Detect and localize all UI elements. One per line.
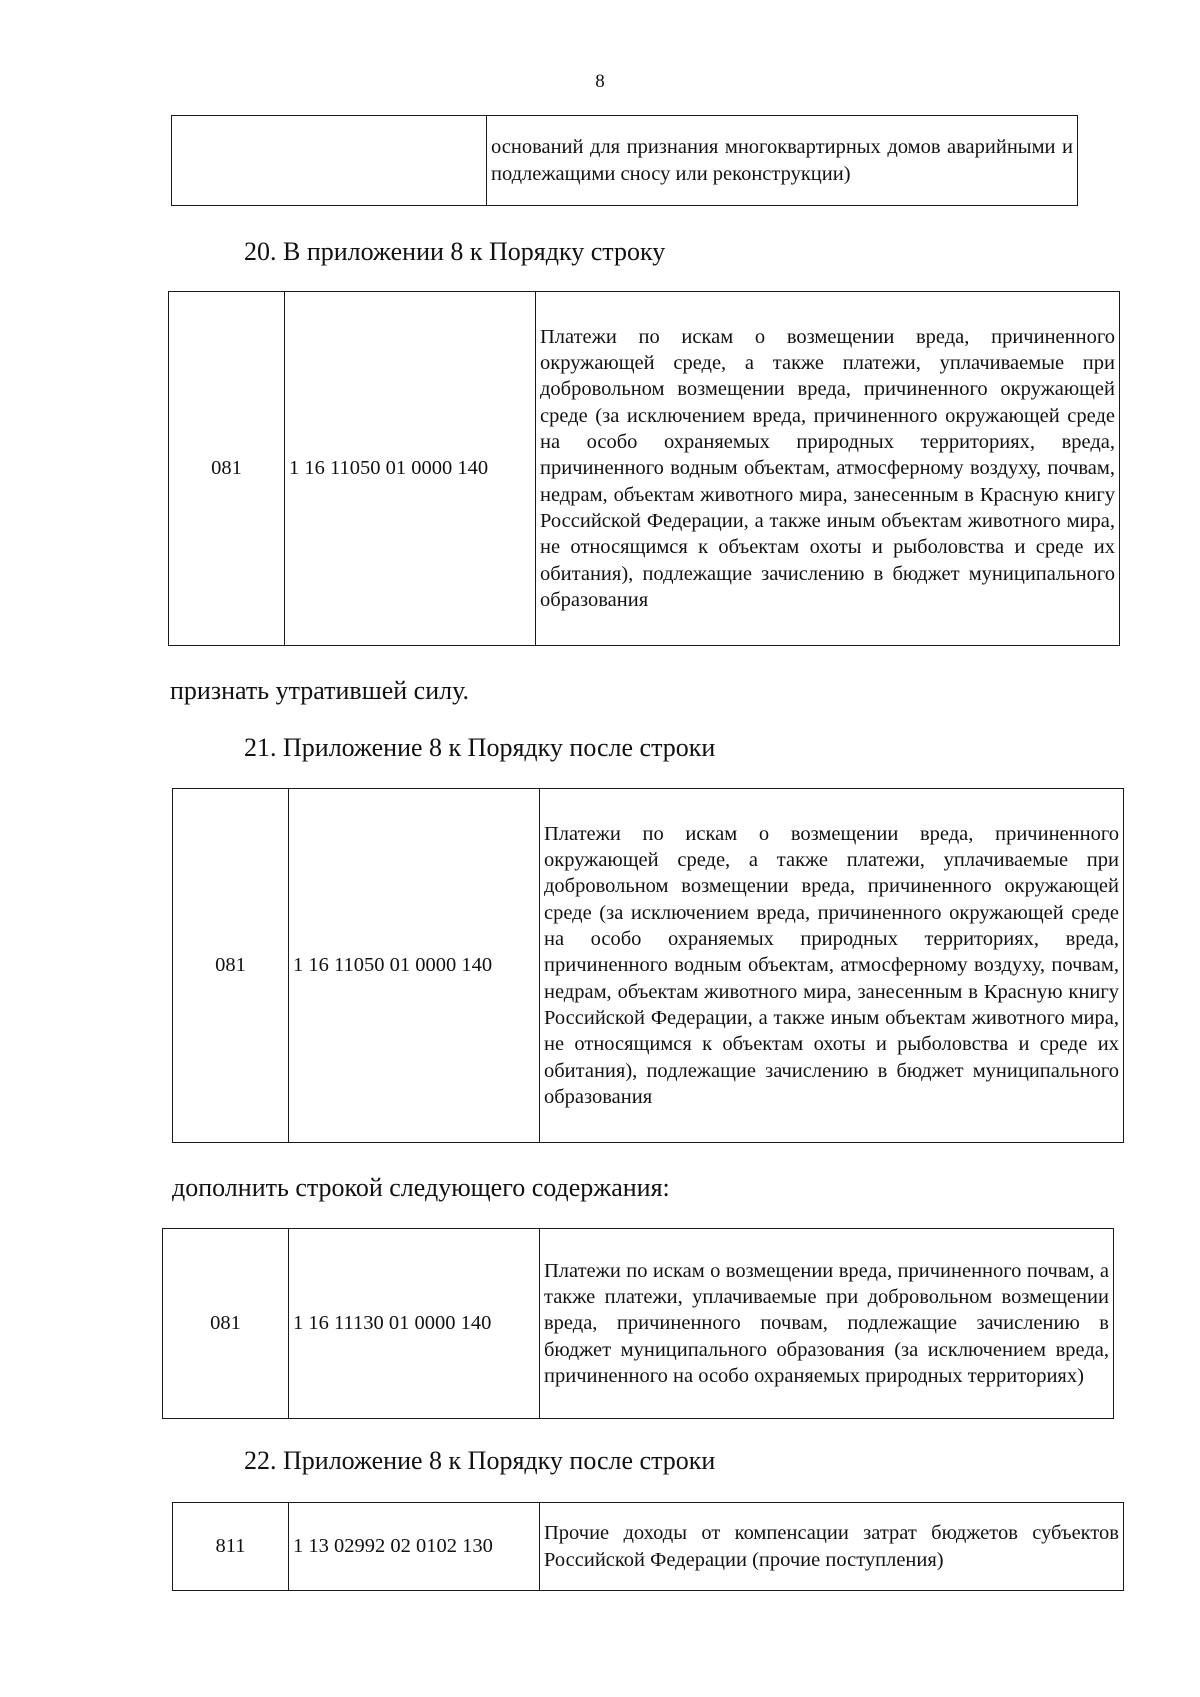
empty-cell [172,116,487,206]
code-cell: 811 [173,1503,289,1591]
section-21-heading: 21. Приложение 8 к Порядку после строки [244,733,716,762]
kbk-cell: 1 13 02992 02 0102 130 [289,1503,540,1591]
description-cell: Платежи по искам о возмещении вреда, причиненного окружающей среде, а также платежи, уплачиваемые при добровольном возмещении вреда, причиненного окружающей среде (за исключением вреда, причиненного окружающей среде на особо охраняемых природных территориях, вреда, причиненного водным объектам, атмосферному воздуху, почвам, недрам, объектам животного мира, занесенным в Красную книгу Российской Федерации, а также иным объектам животного мира, не относящимся к объектам охоты и рыболовства и среде их обитания), подлежащие зачислению в бюджет муниципального образования [536,292,1120,646]
code-cell: 081 [163,1229,289,1419]
table-row [169,292,1120,646]
section-22-heading: 22. Приложение 8 к Порядку после строки [244,1446,716,1475]
section-22-table [172,1502,1124,1591]
description-cell: Платежи по искам о возмещении вреда, причиненного почвам, а также платежи, уплачиваемые при добровольном возмещении вреда, причиненного почвам, подлежащие зачислению в бюджет муниципального образования (за исключением вреда, причиненного на особо охраняемых природных территориях) [540,1229,1114,1419]
new-row-table [162,1228,1114,1419]
code-cell: 081 [173,789,289,1143]
table-row [173,1503,1124,1591]
section-20-table [168,291,1120,646]
description-cell: Платежи по искам о возмещении вреда, причиненного окружающей среде, а также платежи, уплачиваемые при добровольном возмещении вреда, причиненного окружающей среде (за исключением вреда, причиненного окружающей среде на особо охраняемых природных территориях, вреда, причиненного водным объектам, атмосферному воздуху, почвам, недрам, объектам животного мира, занесенным в Красную книгу Российской Федерации, а также иным объектам животного мира, не относящимся к объектам охоты и рыболовства и среде их обитания), подлежащие зачислению в бюджет муниципального образования [540,789,1124,1143]
page-number: 8 [595,71,605,92]
table-row [173,789,1124,1143]
continuation-table [171,115,1078,206]
table-row [163,1229,1114,1419]
kbk-cell: 1 16 11050 01 0000 140 [289,789,540,1143]
section-21-table [172,788,1124,1143]
section-20-closing: признать утратившей силу. [170,676,469,705]
kbk-cell: 1 16 11050 01 0000 140 [285,292,536,646]
description-cell: Прочие доходы от компенсации затрат бюджетов субъектов Российской Федерации (прочие поступления) [540,1503,1124,1591]
code-cell: 081 [169,292,285,646]
section-21-closing: дополнить строкой следующего содержания: [172,1173,670,1202]
table-row [172,116,1078,206]
kbk-cell: 1 16 11130 01 0000 140 [289,1229,540,1419]
description-cell: оснований для признания многоквартирных домов аварийными и подлежащими сносу или реконструкции) [487,116,1078,206]
section-20-heading: 20. В приложении 8 к Порядку строку [244,237,666,266]
